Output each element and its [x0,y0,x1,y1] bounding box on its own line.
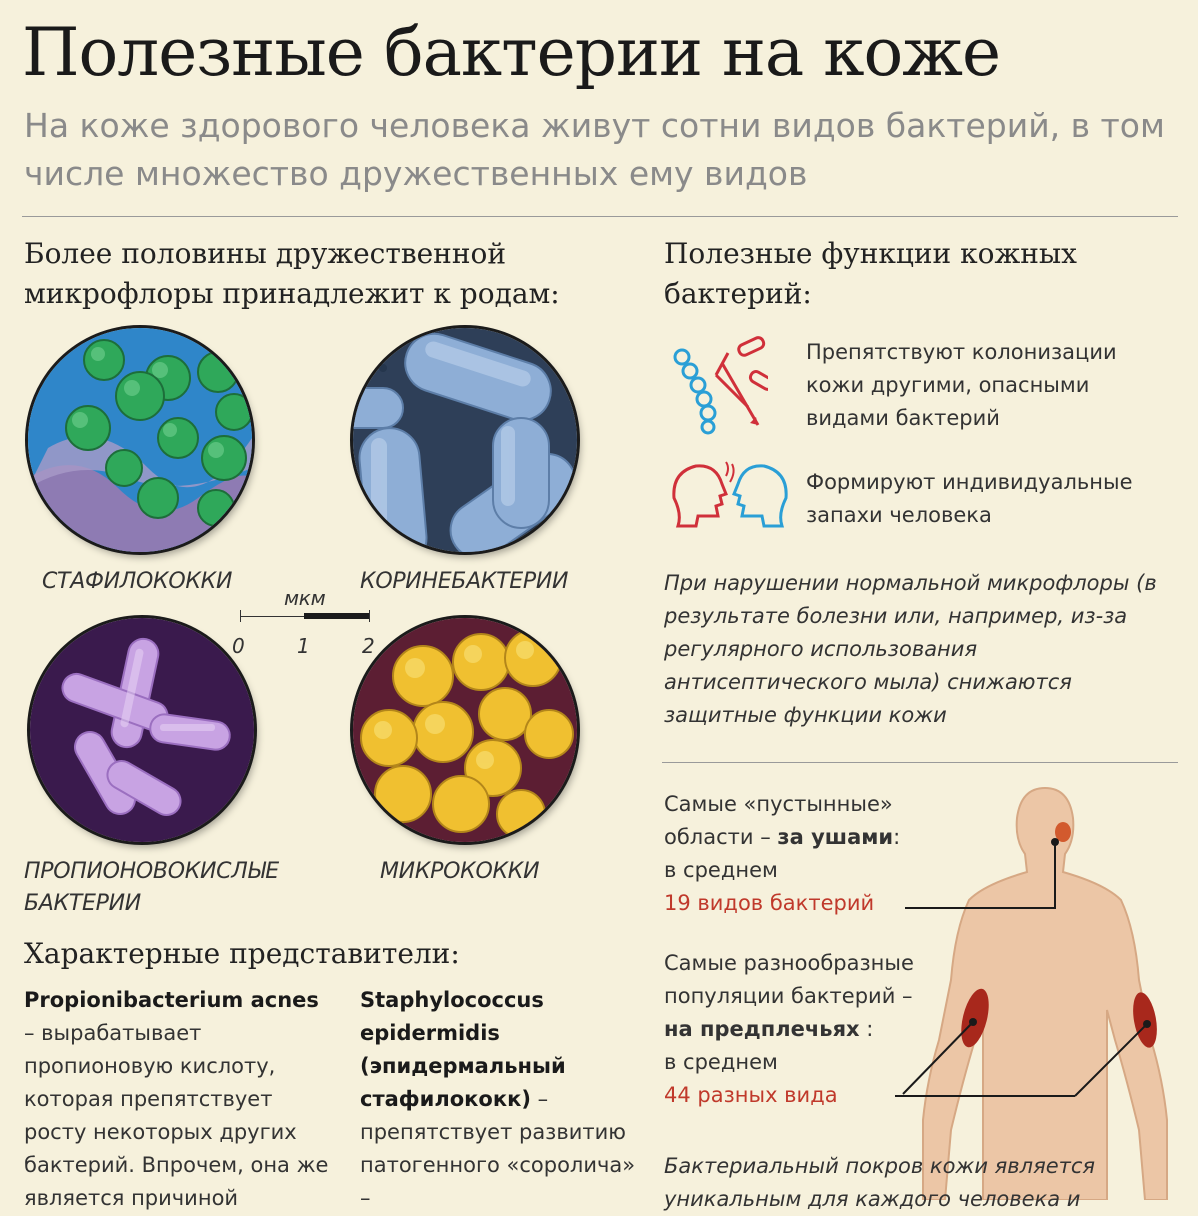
area-line: Самые «пустынные» [664,792,893,816]
page-subtitle: На коже здорового человека живут сотни видов бактерий, в том числе множество дружественных ему видов [24,106,1165,193]
area-line: Самые разнообразные [664,951,914,975]
bottom-note: Бактериальный покров кожи является уникальным для каждого человека и [664,1154,1096,1211]
genus-label-corynebacteria: КОРИНЕБАКТЕРИИ [360,569,569,594]
representative-description: – вырабатывает пропионовую кислоту, которая препятствует росту некоторых других бактерий. Впрочем, она же является причиной [24,1021,329,1210]
scale-tick-0: 0 [232,634,245,658]
representative-description: – препятствует развитию патогенного «соролича» – [360,1087,636,1210]
representative-name: Staphylococcus epidermidis (эпидермальный стафилококк) [360,988,566,1111]
function-text-smell: Формируют индивидуальные запахи человека [806,470,1133,527]
genus-label-propionibacteria: ПРОПИОНОВОКИСЛЫЕ БАКТЕРИИ [24,859,279,916]
scale-tick-2: 2 [362,634,375,658]
micrococci-image [353,618,577,842]
area-location: на предплечьях [664,1017,860,1041]
area-line: в среднем [664,858,778,882]
scale-unit: мкм [284,586,326,610]
representative-name: Propionibacterium acnes [24,988,319,1012]
functions-heading: Полезные функции кожных бактерий: [664,237,1077,310]
page-title: Полезные бактерии на коже [22,14,1001,91]
scale-bar [240,610,370,622]
area-line: в среднем [664,1050,778,1074]
area-forearms [664,947,954,1112]
area-highlight: 19 видов бактерий [664,891,875,915]
right-divider [662,762,1178,763]
area-location: за ушами [777,825,894,849]
area-punct: : [859,1017,874,1041]
corynebacteria-image [353,328,577,552]
smelling-heads-icon [668,458,792,528]
area-line: области – [664,825,771,849]
area-behind-ears [664,788,904,920]
representative-p-acnes [24,984,329,1215]
genus-label-staphylococci: СТАФИЛОКОККИ [42,569,233,594]
genera-heading: Более половины дружественной микрофлоры принадлежит к родам: [24,237,560,310]
area-punct: : [893,825,901,849]
propionibacteria-image [30,618,254,842]
top-divider [22,216,1178,217]
genus-label-micrococci: МИКРОКОККИ [380,859,540,884]
area-line: популяции бактерий – [664,984,913,1008]
representative-s-epidermidis [360,984,650,1215]
function-text-blocking: Препятствуют колонизации кожи другими, опасными видами бактерий [806,340,1117,430]
area-highlight: 44 разных вида [664,1083,838,1107]
scale-tick-1: 1 [297,634,310,658]
representatives-heading: Характерные представители: [24,937,460,970]
bacteria-blocking-icon [668,335,768,435]
microflora-disruption-note: При нарушении нормальной микрофлоры (в результате болезни или, например, из-за регулярного использования антисептического мыла) снижаются защитные функции кожи [664,571,1157,727]
staphylococci-image [28,328,252,552]
